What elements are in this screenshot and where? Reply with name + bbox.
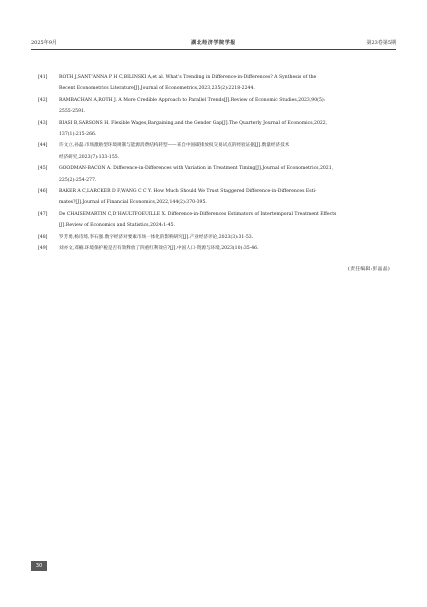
reference-line: 刘亦文,邓楠.环境保护税是否有效释放了四重红利效应?[J].中国人口·资源与环境,2023(10):35-46. <box>59 246 259 252</box>
reference-line: 经济研究,2023(7):133-155. <box>59 154 120 160</box>
reference-number: [45] <box>38 166 48 172</box>
journal-title: 湖北经济学院学报 <box>191 40 236 46</box>
reference-item <box>38 140 393 163</box>
volume-issue: 第23卷第5期 <box>366 40 396 46</box>
reference-list <box>38 72 393 255</box>
reference-line: Recent Econometrics Literature[J].Journal of Econometrics,2023,235(2):2218-2244. <box>59 86 255 92</box>
reference-item <box>38 209 393 232</box>
reference-number: [44] <box>38 143 48 149</box>
reference-item <box>38 118 393 141</box>
reference-item <box>38 186 393 209</box>
reference-line: 许文立,孙磊.市场激励型环境规制与能源消费结构转型——来自中国碳排放权交易试点的经验证据[J].数量经济技术 <box>59 143 290 149</box>
issue-date: 2025年9月 <box>31 40 57 46</box>
reference-line: 225(2):254-277. <box>59 177 97 183</box>
reference-line: ROTH J,SANT’ANNA P H C,BILINSKI A,et al. What’s Trending in Difference-in-Differences? A Synthesis of the <box>59 75 317 80</box>
reference-number: [42] <box>38 97 48 103</box>
reference-line: 2555-2591. <box>59 109 86 115</box>
reference-number: [48] <box>38 234 48 240</box>
reference-item <box>38 243 393 254</box>
reference-number: [49] <box>38 246 48 252</box>
reference-item <box>38 95 393 118</box>
reference-number: [41] <box>38 75 48 80</box>
reference-number: [47] <box>38 211 48 217</box>
reference-line: BIASI B,SARSONS H. Flexible Wages,Bargaining,and the Gender Gap[J].The Quarterly Journal of Economics,2022, <box>59 120 328 126</box>
reference-line: De CHAISEMARTIN C,D’HAULTFOEUILLE X. Difference-in-Differences Estimators of Intertemporal Treatment Effects <box>59 211 337 217</box>
reference-line: mates?[J].Journal of Financial Economics,2022,144(2):370-395. <box>59 200 207 206</box>
running-header <box>31 38 396 48</box>
reference-line: GOODMAN-BACON A. Difference-in-Differences with Variation in Treatment Timing[J].Journal of Econometrics,2021, <box>59 166 334 172</box>
reference-item <box>38 72 393 95</box>
reference-line: BAKER A C,LARCKER D F,WANG C C Y. How Much Should We Trust Staggered Difference-in-Differences Esti- <box>59 189 317 195</box>
page-number: 30 <box>31 561 47 571</box>
reference-line: [J].Review of Economics and Statistics,2024:1-45. <box>59 223 176 229</box>
header-divider <box>31 49 396 50</box>
reference-line: 137(1):215-266. <box>59 132 97 138</box>
reference-number: [46] <box>38 189 48 195</box>
reference-line: 罗芳勇,杨诗琦,李石强.数字经济对要素市场一体化的影响研究[J].产业经济评论,2023(3):31-53. <box>59 234 254 240</box>
reference-number: [43] <box>38 120 48 126</box>
reference-item <box>38 232 393 243</box>
responsible-editor-note: (责任编辑:彭晶晶) <box>348 267 390 272</box>
reference-item <box>38 163 393 186</box>
reference-line: RAMBACHAN A,ROTH J. A More Credible Approach to Parallel Trends[J].Review of Economic Studies,2023,90(5): <box>59 97 326 103</box>
